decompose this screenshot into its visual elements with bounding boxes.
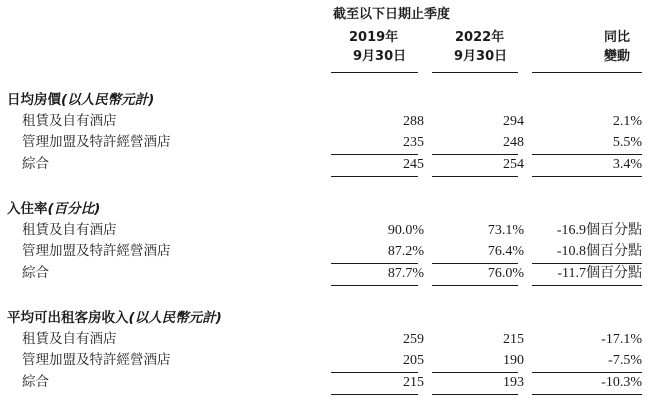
value-2022: 73.1% [487, 223, 524, 238]
value-2022: 215 [503, 332, 524, 347]
value-change: 5.5% [612, 135, 642, 150]
subtotal-rule [331, 154, 418, 155]
value-change: -10.8個百分點 [556, 244, 642, 259]
value-2019: 259 [403, 332, 424, 347]
total-rule [331, 176, 418, 177]
subtotal-rule [432, 263, 518, 264]
value-change: -17.1% [601, 332, 642, 347]
row-label: 管理加盟及特許經營酒店 [22, 243, 171, 259]
col-2019-date: 9月30日 [353, 49, 407, 64]
row-label: 管理加盟及特許經營酒店 [22, 352, 171, 368]
total-rule [331, 394, 418, 395]
value-change: 3.4% [612, 157, 642, 172]
header-rule-2022 [432, 72, 518, 73]
section-title-occupancy: 入住率(百分比) [7, 201, 101, 217]
value-2019: 215 [403, 375, 424, 390]
value-change: 2.1% [612, 114, 642, 129]
col-2022-year: 2022年 [455, 30, 505, 45]
row-label: 租賃及自有酒店 [22, 331, 117, 347]
section-title-adr: 日均房價(以人民幣元計) [7, 92, 155, 108]
row-label: 管理加盟及特許經營酒店 [22, 134, 171, 150]
section-title-revpar: 平均可出租客房收入(以人民幣元計) [7, 310, 222, 326]
value-2022: 190 [503, 353, 524, 368]
value-2022: 76.4% [487, 244, 524, 259]
subtotal-rule [432, 154, 518, 155]
total-rule [532, 285, 642, 286]
col-2019-year: 2019年 [349, 30, 399, 45]
header-rule-2019 [331, 72, 418, 73]
total-rule [432, 176, 518, 177]
value-2022: 193 [503, 375, 524, 390]
row-label: 綜合 [22, 374, 49, 390]
row-label: 綜合 [22, 265, 49, 281]
row-label: 綜合 [22, 156, 49, 172]
total-rule [331, 285, 418, 286]
value-2019: 245 [403, 157, 424, 172]
subtotal-rule [532, 263, 642, 264]
subtotal-rule [432, 372, 518, 373]
value-2022: 254 [503, 157, 524, 172]
subtotal-rule [331, 263, 418, 264]
value-2022: 248 [503, 135, 524, 150]
col-change-line2: 變動 [604, 49, 631, 64]
value-2022: 76.0% [487, 266, 524, 281]
col-change-line1: 同比 [604, 30, 631, 45]
col-2022-date: 9月30日 [454, 49, 508, 64]
value-change: -7.5% [608, 353, 642, 368]
subtotal-rule [331, 372, 418, 373]
total-rule [532, 394, 642, 395]
value-2019: 90.0% [387, 223, 424, 238]
header-rule-change [532, 72, 642, 73]
total-rule [432, 394, 518, 395]
value-change: -16.9個百分點 [556, 223, 642, 238]
total-rule [532, 176, 642, 177]
value-change: -10.3% [601, 375, 642, 390]
period-title: 截至以下日期止季度 [333, 7, 451, 22]
value-2019: 87.2% [387, 244, 424, 259]
row-label: 租賃及自有酒店 [22, 113, 117, 129]
subtotal-rule [532, 372, 642, 373]
value-change: -11.7個百分點 [557, 266, 642, 281]
value-2019: 288 [403, 114, 424, 129]
value-2019: 87.7% [387, 266, 424, 281]
value-2019: 205 [403, 353, 424, 368]
value-2019: 235 [403, 135, 424, 150]
value-2022: 294 [503, 114, 524, 129]
row-label: 租賃及自有酒店 [22, 222, 117, 238]
total-rule [432, 285, 518, 286]
subtotal-rule [532, 154, 642, 155]
